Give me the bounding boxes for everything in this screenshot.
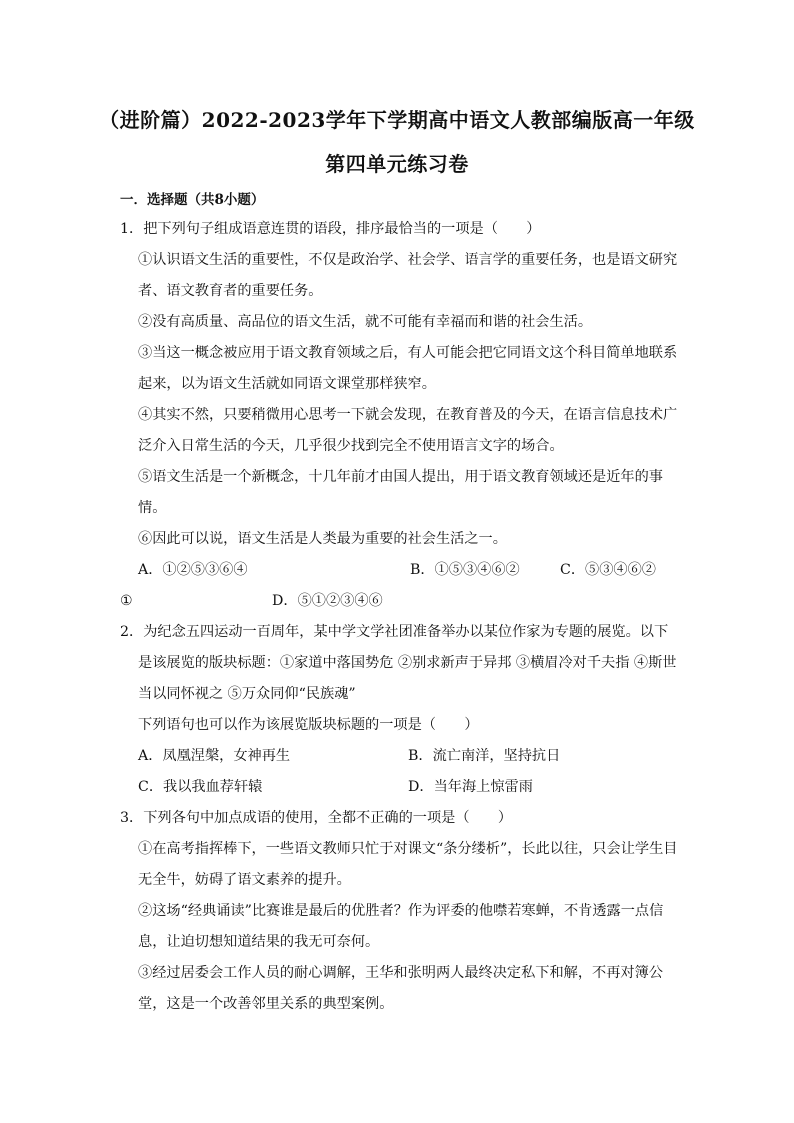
question-1-sentence-5: ⑤语文生活是一个新概念，十几年前才由国人提出，用于语文教育领域还是近年的事情。 <box>138 469 663 516</box>
section-heading: 一．选择题（共8小题） <box>120 192 265 208</box>
question-2-stem: 2．为纪念五四运动一百周年，某中学文学社团准备举办以某位作家为专题的展览。以下是该展览的版块标题：①家道中落国势危 ②别求新声于异邦 ③横眉冷对千夫指 ④斯世当以同怀视之 ⑤万众同仰“民族魂” <box>120 624 677 702</box>
question-1-option-b[interactable]: B．①⑤③④⑥② <box>410 562 520 578</box>
question-2-option-d[interactable]: D．当年海上惊雷雨 <box>408 779 533 795</box>
question-2-option-b[interactable]: B．流亡南洋，坚持抗日 <box>408 748 561 764</box>
question-2-options-row-2 <box>120 772 680 803</box>
question-1-option-c[interactable]: C．⑤③④⑥② <box>560 562 656 578</box>
question-2 <box>120 617 680 803</box>
question-2-options-row-1 <box>120 741 680 772</box>
question-1-sentence-4: ④其实不然，只要稍微用心思考一下就会发现，在教育普及的今天，在语言信息技术广泛介入日常生活的今天，几乎很少找到完全不使用语言文字的场合。 <box>138 407 678 454</box>
question-1-sentence-1: ①认识语文生活的重要性，不仅是政治学、社会学、语言学的重要任务，也是语文研究者、语文教育者的重要任务。 <box>138 252 678 299</box>
question-1-option-d[interactable]: D．⑤①②③④⑥ <box>272 593 383 609</box>
exam-title: （进阶篇）2022-2023学年下学期高中语文人教部编版高一年级 <box>99 108 695 132</box>
question-1-sentence-2: ②没有高质量、高品位的语文生活，就不可能有幸福而和谐的社会生活。 <box>138 314 593 330</box>
question-3-stem: 3．下列各句中加点成语的使用，全都不正确的一项是（ ） <box>120 810 513 826</box>
question-1-sentence-3: ③当这一概念被应用于语文教育领域之后，有人可能会把它同语文这个科目简单地联系起来，以为语文生活就如同语文课堂那样狭窄。 <box>138 345 678 392</box>
question-list <box>120 214 680 1020</box>
question-1-stem: 1．把下列句子组成语意连贯的语段，排序最恰当的一项是（ ） <box>120 221 541 237</box>
question-3 <box>120 803 680 1020</box>
question-1-option-c-continued: ① <box>120 593 133 609</box>
question-3-sentence-3: ③经过居委会工作人员的耐心调解，王华和张明两人最终决定私下和解，不再对簿公堂，这是一个改善邻里关系的典型案例。 <box>138 965 663 1012</box>
question-3-sentence-2: ②这场“经典诵读”比赛谁是最后的优胜者？作为评委的他噤若寒蝉，不肯透露一点信息，让迫切想知道结果的我无可奈何。 <box>138 903 664 950</box>
question-1-sentence-6: ⑥因此可以说，语文生活是人类最为重要的社会生活之一。 <box>138 531 507 547</box>
question-1-options-row-1 <box>120 555 680 586</box>
question-3-sentence-1: ①在高考指挥棒下，一些语文教师只忙于对课文“条分缕析”，长此以往，只会让学生目无全牛，妨碍了语文素养的提升。 <box>138 841 678 888</box>
question-1 <box>120 214 680 617</box>
exam-subtitle: 第四单元练习卷 <box>325 152 469 176</box>
question-2-sub-stem: 下列语句也可以作为该展览版块标题的一项是（ ） <box>138 717 479 733</box>
question-2-option-a[interactable]: A．凤凰涅槃，女神再生 <box>138 748 291 764</box>
question-1-options-row-2 <box>120 586 680 617</box>
question-2-option-c[interactable]: C．我以我血荐轩辕 <box>138 779 263 795</box>
question-1-option-a[interactable]: A．①②⑤③⑥④ <box>138 562 248 578</box>
